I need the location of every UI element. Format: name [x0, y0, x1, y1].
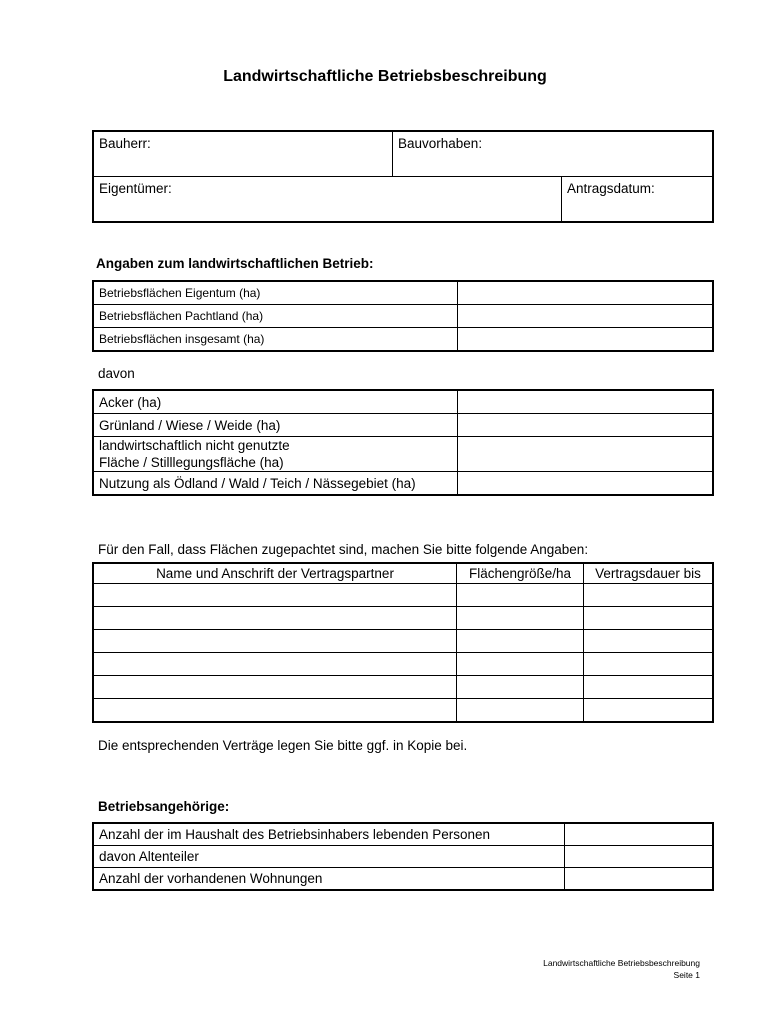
- table-row: [93, 584, 713, 607]
- pacht-flaeche-input[interactable]: [457, 699, 584, 723]
- betrieb-eigentum-input[interactable]: [458, 281, 714, 305]
- pacht-name-input[interactable]: [93, 630, 457, 653]
- betrieb-insgesamt-input[interactable]: [458, 328, 714, 352]
- eigentuemer-label: Eigentümer:: [99, 181, 172, 196]
- davon-table: [92, 389, 714, 496]
- table-row: [93, 653, 713, 676]
- table-row: [93, 472, 713, 496]
- pacht-flaeche-input[interactable]: [457, 607, 584, 630]
- page-title: Landwirtschaftliche Betriebsbeschreibung: [223, 68, 547, 85]
- bauvorhaben-field[interactable]: [393, 131, 714, 177]
- personen-input[interactable]: [565, 823, 714, 846]
- davon-row-label-multiline: [93, 437, 458, 472]
- davon-row-label: Grünland / Wiese / Weide (ha): [93, 414, 458, 437]
- table-row: [93, 414, 713, 437]
- pacht-table: [92, 562, 714, 723]
- acker-input[interactable]: [458, 390, 714, 414]
- pacht-flaeche-input[interactable]: [457, 676, 584, 699]
- table-row: [93, 846, 713, 868]
- pacht-name-input[interactable]: [93, 676, 457, 699]
- angehoerige-heading: Betriebsangehörige:: [98, 799, 230, 814]
- wohnungen-input[interactable]: [565, 868, 714, 891]
- pacht-dauer-input[interactable]: [584, 699, 714, 723]
- betrieb-row-label: Betriebsflächen Pachtland (ha): [93, 305, 458, 328]
- table-row: [93, 823, 713, 846]
- table-row: [93, 868, 713, 891]
- betrieb-heading: Angaben zum landwirtschaftlichen Betrieb:: [96, 256, 374, 271]
- betrieb-row-label: Betriebsflächen Eigentum (ha): [93, 281, 458, 305]
- column-header-dauer: Vertragsdauer bis: [584, 563, 714, 584]
- table-row: [93, 390, 713, 414]
- pacht-note: Die entsprechenden Verträge legen Sie bitte ggf. in Kopie bei.: [98, 738, 468, 753]
- angehoerige-row-label: Anzahl der vorhandenen Wohnungen: [93, 868, 565, 891]
- eigentuemer-field[interactable]: [93, 177, 562, 223]
- davon-row-label: Acker (ha): [93, 390, 458, 414]
- pacht-flaeche-input[interactable]: [457, 653, 584, 676]
- table-row: [93, 437, 713, 472]
- footer-title: Landwirtschaftliche Betriebsbeschreibung: [543, 958, 700, 968]
- gruenland-input[interactable]: [458, 414, 714, 437]
- table-row: [93, 305, 713, 328]
- page-footer: [543, 957, 700, 981]
- davon-label: davon: [98, 366, 135, 381]
- pacht-dauer-input[interactable]: [584, 630, 714, 653]
- table-row: [93, 607, 713, 630]
- pacht-dauer-input[interactable]: [584, 653, 714, 676]
- altenteiler-input[interactable]: [565, 846, 714, 868]
- pacht-dauer-input[interactable]: [584, 676, 714, 699]
- header-fields-table: [92, 130, 714, 223]
- table-row: [93, 630, 713, 653]
- betrieb-row-label: Betriebsflächen insgesamt (ha): [93, 328, 458, 352]
- pacht-name-input[interactable]: [93, 584, 457, 607]
- table-row: [93, 676, 713, 699]
- table-row: [93, 328, 713, 352]
- table-row: [93, 281, 713, 305]
- column-header-name: Name und Anschrift der Vertragspartner: [93, 563, 457, 584]
- pacht-name-input[interactable]: [93, 607, 457, 630]
- angehoerige-row-label: Anzahl der im Haushalt des Betriebsinhabers lebenden Personen: [93, 823, 565, 846]
- table-row: [93, 699, 713, 723]
- table-header-row: [93, 563, 713, 584]
- davon-row-label: Nutzung als Ödland / Wald / Teich / Nässegebiet (ha): [93, 472, 458, 496]
- column-header-flaeche: Flächengröße/ha: [457, 563, 584, 584]
- bauherr-label: Bauherr:: [99, 136, 151, 151]
- pacht-name-input[interactable]: [93, 653, 457, 676]
- angehoerige-table: [92, 822, 714, 891]
- betrieb-table: [92, 280, 714, 352]
- bauherr-field[interactable]: [93, 131, 393, 177]
- stilllegung-input[interactable]: [458, 437, 714, 472]
- pacht-dauer-input[interactable]: [584, 584, 714, 607]
- antragsdatum-field[interactable]: [562, 177, 714, 223]
- davon-row-label-line2: Fläche / Stilllegungsfläche (ha): [99, 455, 284, 470]
- oedland-input[interactable]: [458, 472, 714, 496]
- bauvorhaben-label: Bauvorhaben:: [398, 136, 483, 151]
- angehoerige-row-label: davon Altenteiler: [93, 846, 565, 868]
- betrieb-pachtland-input[interactable]: [458, 305, 714, 328]
- footer-page-number: Seite 1: [673, 970, 700, 980]
- pacht-flaeche-input[interactable]: [457, 584, 584, 607]
- pacht-dauer-input[interactable]: [584, 607, 714, 630]
- pacht-flaeche-input[interactable]: [457, 630, 584, 653]
- davon-row-label-line1: landwirtschaftlich nicht genutzte: [99, 438, 290, 453]
- antragsdatum-label: Antragsdatum:: [567, 181, 655, 196]
- pacht-name-input[interactable]: [93, 699, 457, 723]
- pacht-intro: Für den Fall, dass Flächen zugepachtet sind, machen Sie bitte folgende Angaben:: [98, 542, 589, 557]
